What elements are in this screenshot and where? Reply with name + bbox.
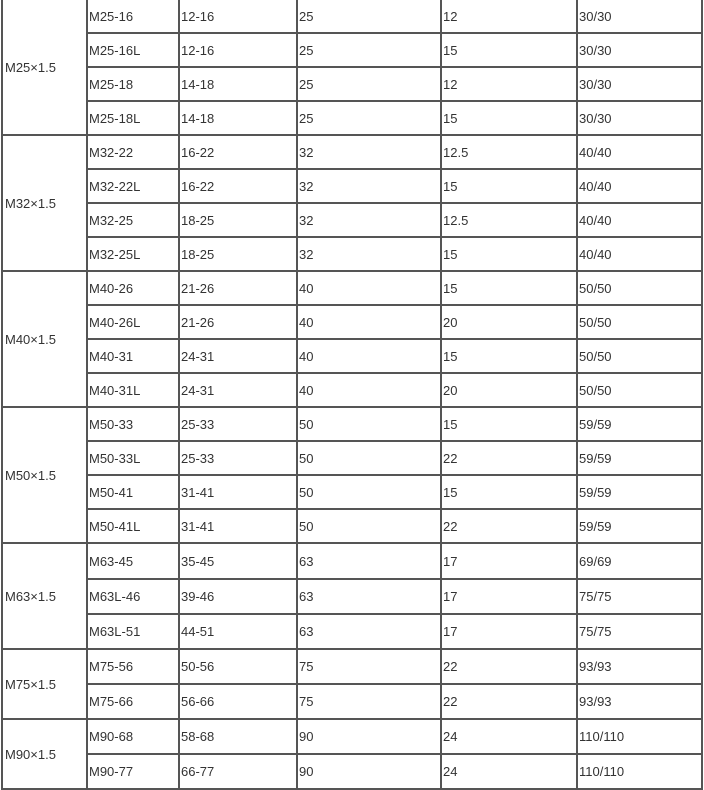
model-cell: M50-33 [87, 407, 179, 441]
model-cell: M40-26 [87, 271, 179, 305]
thread-group-cell: M75×1.5 [2, 649, 87, 719]
model-cell: M40-31L [87, 373, 179, 407]
model-cell: M75-56 [87, 649, 179, 684]
length-cell: 15 [441, 475, 577, 509]
table-row [2, 543, 702, 579]
size-cell: 25 [297, 67, 441, 101]
size-cell: 40 [297, 373, 441, 407]
range-cell: 16-22 [179, 135, 297, 169]
length-cell: 12 [441, 67, 577, 101]
length-cell: 15 [441, 101, 577, 135]
model-cell: M32-25 [87, 203, 179, 237]
thread-group-cell: M50×1.5 [2, 407, 87, 543]
size-cell: 50 [297, 475, 441, 509]
size-cell: 90 [297, 754, 441, 789]
length-cell: 12.5 [441, 135, 577, 169]
range-cell: 16-22 [179, 169, 297, 203]
table-row [2, 441, 702, 475]
table-row [2, 305, 702, 339]
range-cell: 35-45 [179, 543, 297, 579]
table-row [2, 754, 702, 789]
dimension-cell: 50/50 [577, 305, 702, 339]
length-cell: 17 [441, 543, 577, 579]
length-cell: 22 [441, 441, 577, 475]
dimension-cell: 59/59 [577, 441, 702, 475]
table-row [2, 101, 702, 135]
size-cell: 25 [297, 33, 441, 67]
model-cell: M32-22 [87, 135, 179, 169]
size-cell: 32 [297, 203, 441, 237]
length-cell: 24 [441, 754, 577, 789]
table-row [2, 135, 702, 169]
range-cell: 12-16 [179, 0, 297, 33]
range-cell: 50-56 [179, 649, 297, 684]
dimension-cell: 40/40 [577, 203, 702, 237]
table-row [2, 509, 702, 543]
range-cell: 56-66 [179, 684, 297, 719]
size-cell: 25 [297, 101, 441, 135]
model-cell: M50-33L [87, 441, 179, 475]
model-cell: M40-26L [87, 305, 179, 339]
table-row [2, 271, 702, 305]
length-cell: 15 [441, 407, 577, 441]
range-cell: 44-51 [179, 614, 297, 649]
length-cell: 20 [441, 373, 577, 407]
range-cell: 31-41 [179, 509, 297, 543]
size-cell: 50 [297, 441, 441, 475]
length-cell: 15 [441, 237, 577, 271]
size-cell: 40 [297, 305, 441, 339]
range-cell: 14-18 [179, 67, 297, 101]
spec-table [1, 0, 703, 790]
range-cell: 39-46 [179, 579, 297, 614]
table-row [2, 203, 702, 237]
size-cell: 75 [297, 649, 441, 684]
table-row [2, 237, 702, 271]
model-cell: M50-41 [87, 475, 179, 509]
size-cell: 75 [297, 684, 441, 719]
model-cell: M25-18L [87, 101, 179, 135]
dimension-cell: 59/59 [577, 509, 702, 543]
dimension-cell: 40/40 [577, 169, 702, 203]
size-cell: 63 [297, 579, 441, 614]
range-cell: 58-68 [179, 719, 297, 754]
dimension-cell: 69/69 [577, 543, 702, 579]
table-row [2, 684, 702, 719]
model-cell: M63L-46 [87, 579, 179, 614]
dimension-cell: 30/30 [577, 0, 702, 33]
range-cell: 24-31 [179, 373, 297, 407]
thread-group-cell: M32×1.5 [2, 135, 87, 271]
dimension-cell: 110/110 [577, 754, 702, 789]
dimension-cell: 40/40 [577, 237, 702, 271]
size-cell: 40 [297, 271, 441, 305]
table-row [2, 407, 702, 441]
range-cell: 12-16 [179, 33, 297, 67]
dimension-cell: 93/93 [577, 684, 702, 719]
table-row [2, 579, 702, 614]
model-cell: M63-45 [87, 543, 179, 579]
size-cell: 63 [297, 614, 441, 649]
length-cell: 15 [441, 271, 577, 305]
length-cell: 20 [441, 305, 577, 339]
model-cell: M40-31 [87, 339, 179, 373]
table-body [2, 0, 702, 789]
table-row [2, 33, 702, 67]
table-row [2, 614, 702, 649]
size-cell: 32 [297, 169, 441, 203]
length-cell: 12 [441, 0, 577, 33]
model-cell: M25-18 [87, 67, 179, 101]
dimension-cell: 40/40 [577, 135, 702, 169]
length-cell: 24 [441, 719, 577, 754]
dimension-cell: 75/75 [577, 579, 702, 614]
model-cell: M63L-51 [87, 614, 179, 649]
dimension-cell: 59/59 [577, 407, 702, 441]
length-cell: 15 [441, 169, 577, 203]
table-row [2, 649, 702, 684]
table-row [2, 373, 702, 407]
model-cell: M75-66 [87, 684, 179, 719]
model-cell: M25-16L [87, 33, 179, 67]
length-cell: 17 [441, 579, 577, 614]
model-cell: M50-41L [87, 509, 179, 543]
size-cell: 63 [297, 543, 441, 579]
dimension-cell: 93/93 [577, 649, 702, 684]
size-cell: 25 [297, 0, 441, 33]
size-cell: 90 [297, 719, 441, 754]
range-cell: 21-26 [179, 305, 297, 339]
table-row [2, 67, 702, 101]
model-cell: M25-16 [87, 0, 179, 33]
size-cell: 32 [297, 237, 441, 271]
size-cell: 50 [297, 509, 441, 543]
model-cell: M32-25L [87, 237, 179, 271]
dimension-cell: 50/50 [577, 339, 702, 373]
dimension-cell: 30/30 [577, 67, 702, 101]
dimension-cell: 110/110 [577, 719, 702, 754]
dimension-cell: 59/59 [577, 475, 702, 509]
range-cell: 25-33 [179, 407, 297, 441]
table-row [2, 719, 702, 754]
model-cell: M32-22L [87, 169, 179, 203]
dimension-cell: 50/50 [577, 373, 702, 407]
thread-group-cell: M25×1.5 [2, 0, 87, 135]
model-cell: M90-77 [87, 754, 179, 789]
size-cell: 50 [297, 407, 441, 441]
range-cell: 18-25 [179, 203, 297, 237]
thread-group-cell: M90×1.5 [2, 719, 87, 789]
thread-group-cell: M63×1.5 [2, 543, 87, 649]
length-cell: 17 [441, 614, 577, 649]
range-cell: 66-77 [179, 754, 297, 789]
length-cell: 22 [441, 509, 577, 543]
length-cell: 22 [441, 649, 577, 684]
size-cell: 32 [297, 135, 441, 169]
length-cell: 15 [441, 339, 577, 373]
table-row [2, 169, 702, 203]
dimension-cell: 30/30 [577, 33, 702, 67]
range-cell: 18-25 [179, 237, 297, 271]
length-cell: 22 [441, 684, 577, 719]
length-cell: 15 [441, 33, 577, 67]
range-cell: 14-18 [179, 101, 297, 135]
range-cell: 31-41 [179, 475, 297, 509]
table-row [2, 475, 702, 509]
dimension-cell: 50/50 [577, 271, 702, 305]
length-cell: 12.5 [441, 203, 577, 237]
thread-group-cell: M40×1.5 [2, 271, 87, 407]
model-cell: M90-68 [87, 719, 179, 754]
table-row [2, 339, 702, 373]
size-cell: 40 [297, 339, 441, 373]
range-cell: 24-31 [179, 339, 297, 373]
dimension-cell: 75/75 [577, 614, 702, 649]
table-row [2, 0, 702, 33]
range-cell: 25-33 [179, 441, 297, 475]
range-cell: 21-26 [179, 271, 297, 305]
dimension-cell: 30/30 [577, 101, 702, 135]
